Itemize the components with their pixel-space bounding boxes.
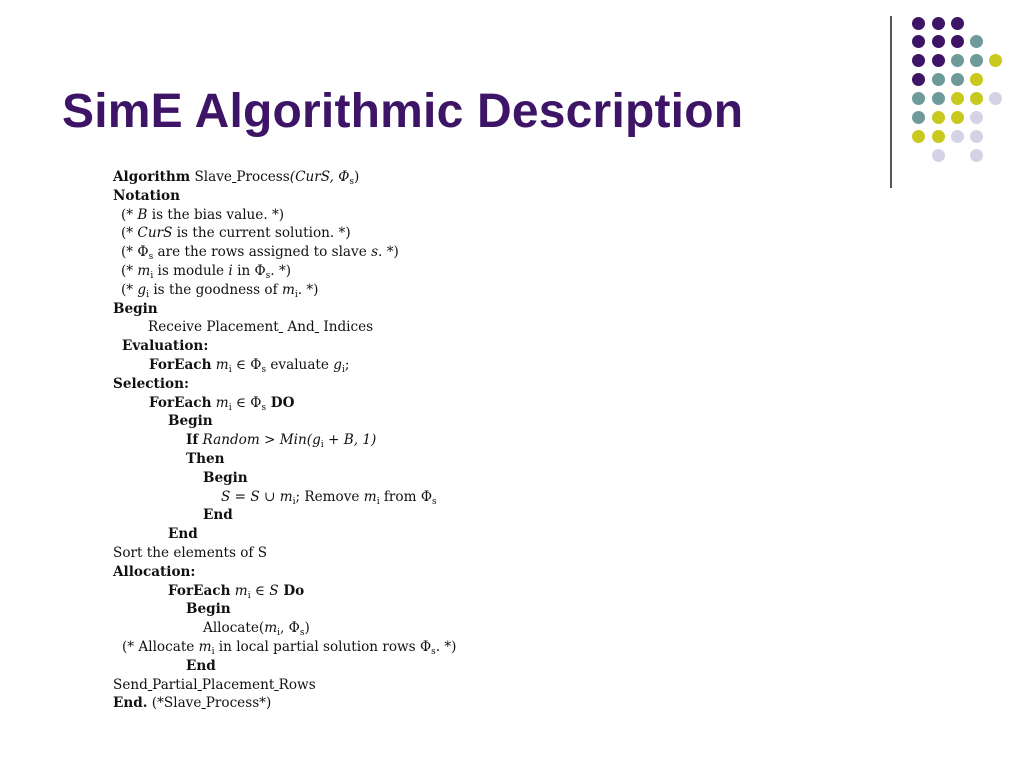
text: ; xyxy=(344,356,350,373)
text: ∈ Φ xyxy=(231,356,262,373)
text: , Φ xyxy=(280,620,300,637)
keyword: ForEach xyxy=(168,582,231,599)
subscript: i xyxy=(320,440,324,451)
math-var: m xyxy=(198,638,212,655)
decor-dot xyxy=(951,111,964,124)
decor-dot xyxy=(989,92,1002,105)
subscript: i xyxy=(228,402,232,413)
decor-dot xyxy=(912,92,925,105)
math-expr: Random > Min(g xyxy=(202,432,321,449)
subscript: i xyxy=(341,364,345,375)
algo-line-allocation: Allocation: xyxy=(113,563,196,580)
algo-line-begin: Begin xyxy=(186,601,231,618)
decor-dot xyxy=(970,130,983,143)
subscript: i xyxy=(247,590,251,601)
algo-line-comment xyxy=(113,206,456,225)
text: Allocate( xyxy=(203,620,265,637)
algo-line-begin: Begin xyxy=(113,300,158,317)
algo-line-foreach xyxy=(113,582,456,601)
subscript: s xyxy=(265,270,271,281)
decor-dot xyxy=(951,73,964,86)
subscript: s xyxy=(299,628,305,639)
keyword: Do xyxy=(278,582,305,599)
subscript: i xyxy=(211,646,215,657)
algo-line-begin: Begin xyxy=(203,469,248,486)
keyword: If xyxy=(186,432,199,449)
math-var: m xyxy=(264,620,278,637)
subscript: s xyxy=(349,177,354,187)
math-var: m xyxy=(215,356,229,373)
decor-dot xyxy=(989,54,1002,67)
text: ∈ xyxy=(250,582,270,599)
subscript: i xyxy=(294,289,298,300)
text: Indices xyxy=(319,319,374,336)
text: ; Remove xyxy=(295,488,364,505)
keyword: End. xyxy=(113,695,148,712)
decor-dot xyxy=(970,35,983,48)
decor-dot xyxy=(932,149,945,162)
decor-dot xyxy=(932,35,945,48)
math-var: g xyxy=(333,356,342,373)
subscript: s xyxy=(431,646,436,657)
algo-line-comment xyxy=(113,638,456,657)
subscript: i xyxy=(146,289,150,300)
algo-line-send xyxy=(113,676,456,695)
math-var: m xyxy=(215,394,229,411)
text: Placement xyxy=(201,676,275,693)
decor-dot xyxy=(970,149,983,162)
math-var: m xyxy=(234,582,248,599)
text: Receive Placement xyxy=(148,319,279,336)
text: And xyxy=(283,319,315,336)
algo-line-comment xyxy=(113,224,456,243)
text: ) xyxy=(304,620,310,637)
algo-line-receive xyxy=(113,318,456,337)
keyword: Algorithm xyxy=(113,169,191,185)
paren: ) xyxy=(353,169,360,185)
text: Send xyxy=(113,676,148,693)
algo-line-comment xyxy=(113,262,456,281)
text: is the goodness of xyxy=(149,281,282,298)
subscript: s xyxy=(261,402,267,413)
math-var: m xyxy=(281,281,295,298)
decor-dot xyxy=(932,54,945,67)
algo-line-header xyxy=(113,168,456,187)
text: in Φ xyxy=(232,262,266,279)
keyword: DO xyxy=(266,394,295,411)
decor-dot xyxy=(932,130,945,143)
algo-line-evaluation: Evaluation: xyxy=(122,338,209,355)
math-expr: S = S ∪ m xyxy=(221,488,293,505)
subscript: s xyxy=(261,364,267,375)
algo-line-foreach xyxy=(113,356,456,375)
decor-dot xyxy=(912,17,925,30)
decor-dot xyxy=(951,35,964,48)
math-var: B xyxy=(137,206,148,223)
text: are the rows assigned to slave xyxy=(153,244,372,261)
subscript: s xyxy=(148,252,154,263)
algo-name: Slave xyxy=(194,169,232,185)
text: ∈ Φ xyxy=(231,394,262,411)
algo-line-if xyxy=(113,431,456,450)
algo-line-foreach xyxy=(113,394,456,413)
math-var: g xyxy=(137,281,147,298)
decor-dot xyxy=(932,17,945,30)
text: Rows xyxy=(278,676,316,693)
decor-divider-line xyxy=(890,16,892,188)
algo-args: (CurS, Φ xyxy=(289,169,350,185)
text: in local partial solution rows Φ xyxy=(214,638,432,655)
algo-line-selection: Selection: xyxy=(113,375,189,392)
text: Partial xyxy=(152,676,198,693)
algorithm-listing xyxy=(113,168,456,713)
decor-dot xyxy=(912,111,925,124)
text: (* xyxy=(121,281,138,298)
decor-dot xyxy=(951,54,964,67)
text: is the current solution. *) xyxy=(172,225,351,242)
decor-dot xyxy=(932,111,945,124)
text: is module xyxy=(153,262,229,279)
text: Process*) xyxy=(205,695,272,712)
subscript: i xyxy=(277,628,281,639)
decor-dot xyxy=(951,17,964,30)
algo-line-comment xyxy=(113,243,456,262)
decor-dot xyxy=(951,92,964,105)
algo-line-end: End xyxy=(186,657,216,674)
algo-line-sort: Sort the elements of S xyxy=(113,544,268,561)
keyword: ForEach xyxy=(149,356,212,373)
decor-dot xyxy=(970,54,983,67)
text: . *) xyxy=(297,281,319,298)
text: (* xyxy=(121,206,138,223)
algo-line-then: Then xyxy=(186,450,225,467)
text: (* xyxy=(121,262,138,279)
math-var: m xyxy=(137,262,151,279)
math-expr: + B, 1) xyxy=(323,432,377,449)
text: (* Φ xyxy=(121,244,149,261)
algo-line-begin: Begin xyxy=(168,413,213,430)
algo-line-allocate xyxy=(113,619,456,638)
text: . *) xyxy=(270,262,292,279)
decor-dot xyxy=(970,111,983,124)
algo-name: Process xyxy=(236,169,290,185)
subscript: i xyxy=(292,496,296,507)
math-var: CurS xyxy=(137,225,173,242)
decor-dot xyxy=(970,73,983,86)
algo-line-end: End xyxy=(203,507,233,524)
math-var: m xyxy=(363,488,377,505)
text: evaluate xyxy=(266,356,334,373)
text: (*Slave xyxy=(147,695,202,712)
text: . *) xyxy=(378,244,399,261)
decor-dot xyxy=(951,130,964,143)
subscript: i xyxy=(150,270,154,281)
decor-dot xyxy=(932,92,945,105)
algo-line-notation: Notation xyxy=(113,187,180,204)
decor-dot xyxy=(912,54,925,67)
algo-line-end: End xyxy=(168,526,198,543)
algo-line-comment xyxy=(113,281,456,300)
text: is the bias value. *) xyxy=(147,206,285,223)
text: from Φ xyxy=(379,488,432,505)
keyword: ForEach xyxy=(149,394,212,411)
decor-dot xyxy=(932,73,945,86)
decor-dot xyxy=(912,35,925,48)
slide-title: SimE Algorithmic Description xyxy=(62,85,744,138)
math-var: s xyxy=(371,244,379,261)
math-var: i xyxy=(228,262,233,279)
decor-dot xyxy=(912,73,925,86)
subscript: s xyxy=(431,496,437,507)
text: . *) xyxy=(435,638,457,655)
subscript: i xyxy=(376,496,380,507)
text: (* xyxy=(121,225,138,242)
decor-dot xyxy=(912,130,925,143)
subscript: i xyxy=(228,364,232,375)
text: (* Allocate xyxy=(122,638,199,655)
algo-line-final-end xyxy=(113,694,456,713)
math-var: S xyxy=(269,582,279,599)
algo-line-union xyxy=(113,488,456,507)
decor-dot xyxy=(970,92,983,105)
